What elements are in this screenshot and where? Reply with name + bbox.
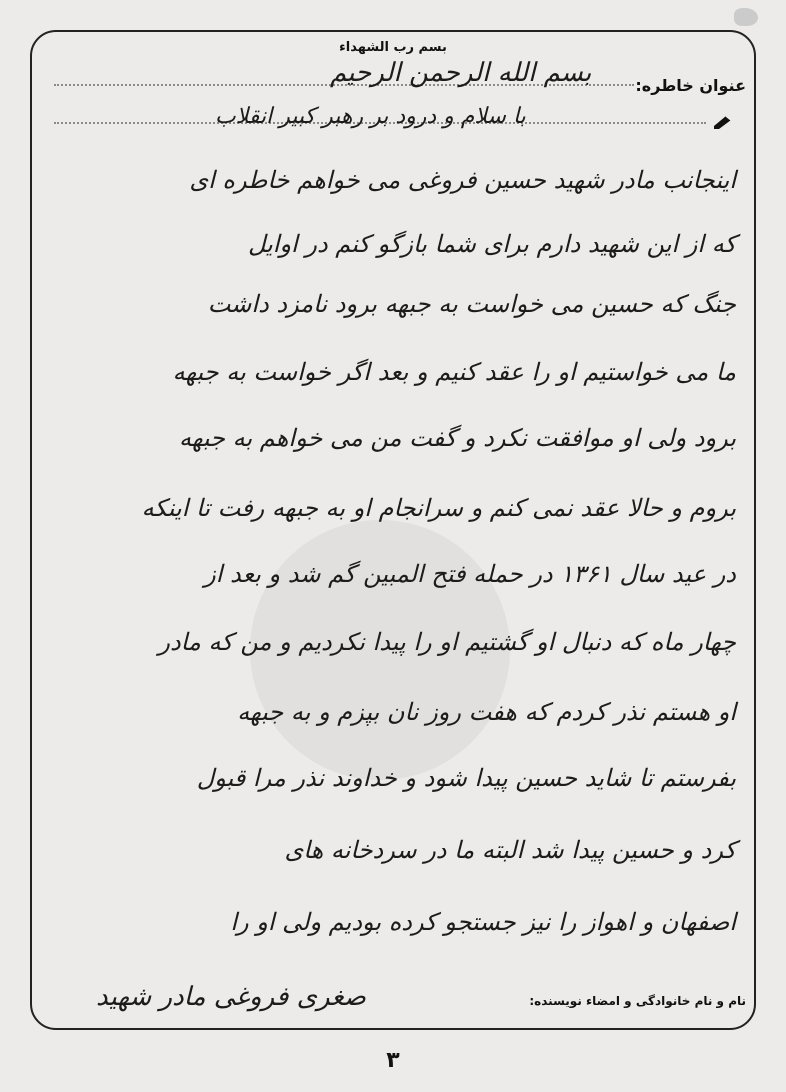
header-text: بسم رب الشهداء bbox=[339, 40, 447, 55]
memory-line-10: بفرستم تا شاید حسین پیدا شود و خداوند نذر مرا قبول bbox=[196, 764, 736, 792]
memory-line-3: جنگ که حسین می خواست به جبهه برود نامزد داشت bbox=[207, 290, 736, 318]
memory-line-5: برود ولی او موافقت نکرد و گفت من می خواهم به جبهه bbox=[178, 424, 736, 452]
scan-smudge bbox=[734, 8, 758, 26]
memory-line-8: چهار ماه که دنبال او گشتیم او را پیدا نکردیم و من که مادر bbox=[158, 628, 736, 656]
pen-icon bbox=[712, 114, 734, 130]
memory-line-2: که از این شهید دارم برای شما بازگو کنم در اوایل bbox=[247, 230, 736, 258]
basmala-handwritten: بسم الله الرحمن الرحیم bbox=[330, 58, 592, 88]
greeting-handwritten: با سلام و درود بر رهبر کبیر انقلاب bbox=[215, 104, 526, 129]
memory-line-6: بروم و حالا عقد نمی کنم و سرانجام او به جبهه رفت تا اینکه bbox=[141, 494, 736, 522]
memory-title-label: عنوان خاطره: bbox=[635, 76, 746, 95]
memory-line-11: کرد و حسین پیدا شد البته ما در سردخانه های bbox=[284, 836, 736, 864]
author-name-signature-label: نام و نام خانوادگی و امضاء نویسنده: bbox=[529, 994, 746, 1008]
memory-line-12: اصفهان و اهواز را نیز جستجو کرده بودیم ولی او را bbox=[230, 908, 736, 936]
page-number: ۳ bbox=[386, 1048, 400, 1073]
memory-line-9: او هستم نذر کردم که هفت روز نان بپزم و به جبهه bbox=[237, 698, 736, 726]
memory-line-1: اینجانب مادر شهید حسین فروغی می خواهم خاطره ای bbox=[189, 166, 736, 194]
memory-line-7: در عید سال ۱۳۶۱ در حمله فتح المبین گم شد و بعد از bbox=[204, 560, 736, 588]
author-signature-handwritten: صغری فروغی مادر شهید bbox=[96, 982, 366, 1012]
memory-line-4: ما می خواستیم او را عقد کنیم و بعد اگر خواست به جبهه bbox=[172, 358, 736, 386]
